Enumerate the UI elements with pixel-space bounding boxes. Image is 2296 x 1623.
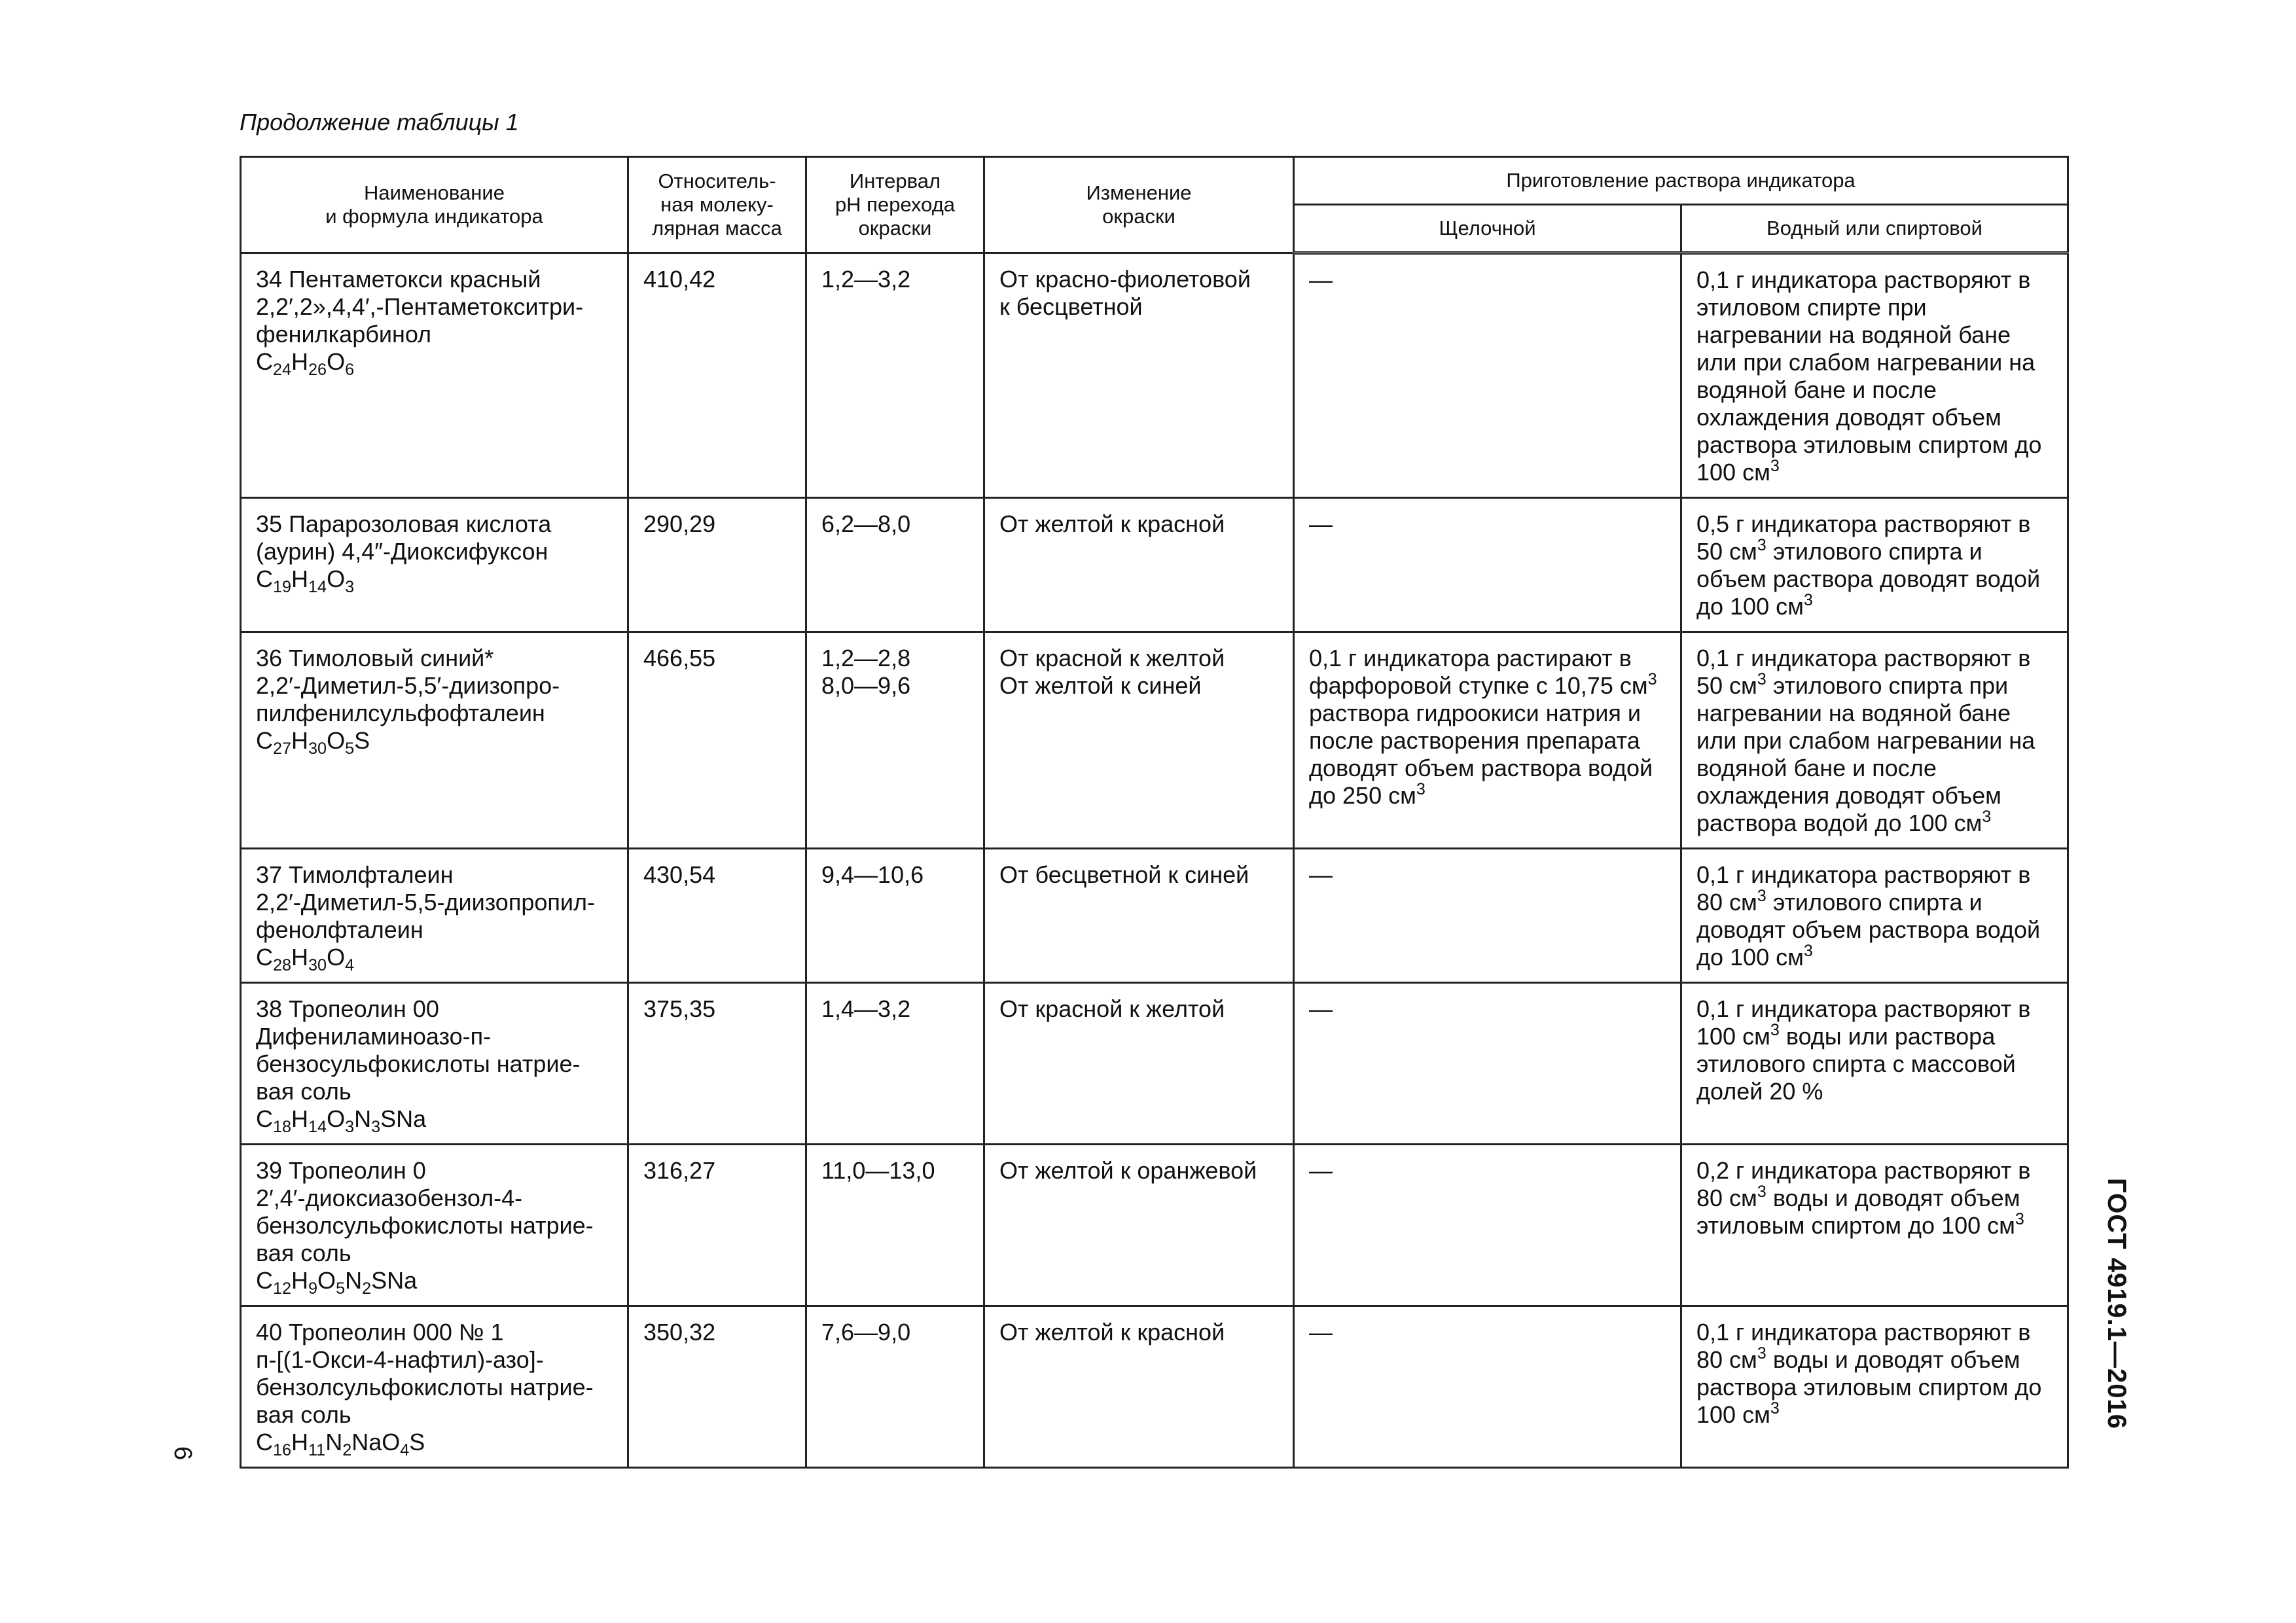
alkaline-solution-cell: 0,1 г индикатора растирают в фарфоровой ступке с 10,75 $см^3$ раствора гидроокиси натрия и после растворения препарата доводят объем раствора водой до 250 $см^3$ [1294,632,1681,849]
table-row [241,983,2068,1145]
alkaline-solution-cell: — [1294,983,1681,1145]
color-change-cell: От желтой к красной [984,1306,1294,1468]
chemical-formula: $C_{28}H_{30}O_4$ [256,944,355,974]
header-aqueous: Водный или спиртовой [1681,205,2068,253]
aqueous-solution-cell: 0,1 г индикатора растворяют в 80 $см^3$ воды и доводят объем раствора этиловым спиртом до 100 $см^3$ [1681,1306,2068,1468]
molar-mass-cell: 290,29 [628,498,806,632]
aqueous-solution-cell: 0,1 г индикатора растворяют в этиловом спирте при нагревании на водяной бане или при слабом нагревании на водяной бане и после охлаждения доводят объем раствора этиловым спиртом до 100 $см^3$ [1681,253,2068,498]
chemical-formula: $C_{16}H_{11}N_2NaO_4S$ [256,1429,425,1459]
aqueous-solution-cell: 0,1 г индикатора растворяют в 50 $см^3$ этилового спирта при нагревании на водяной бане или при слабом нагревании на водяной бане и после охлаждения доводят объем раствора водой до 100 $см^3$ [1681,632,2068,849]
aqueous-solution-cell: 0,2 г индикатора растворяют в 80 $см^3$ воды и доводят объем этиловым спиртом до 100 $см^3$ [1681,1145,2068,1306]
table-row [241,1306,2068,1468]
ph-interval-cell: 9,4—10,6 [806,849,984,983]
chemical-formula: $C_{18}H_{14}O_3N_3SNa$ [256,1105,427,1136]
ph-interval-cell: 1,2—3,2 [806,253,984,498]
molar-mass-cell: 430,54 [628,849,806,983]
table-row [241,253,2068,498]
aqueous-solution-cell: 0,1 г индикатора растворяют в 100 $см^3$ воды или раствора этилового спирта с массовой долей 20 % [1681,983,2068,1145]
aqueous-solution-cell: 0,1 г индикатора растворяют в 80 $см^3$ этилового спирта и доводят объем раствора водой до 100 $см^3$ [1681,849,2068,983]
table-row [241,1145,2068,1306]
molar-mass-cell: 466,55 [628,632,806,849]
header-ph: Интервал pH перехода окраски [806,157,984,253]
indicator-name-cell: 38 Тропеолин 00 Дифениламиноазо-п- бензосульфокислоты натрие- вая соль $C_{18}H_{14}O_3N_3SNa$ [241,983,628,1145]
color-change-cell: От красной к желтой [984,983,1294,1145]
chemical-formula: $C_{24}H_{26}O_6$ [256,348,355,379]
indicator-table [240,156,2069,1469]
table-row [241,632,2068,849]
molar-mass-cell: 410,42 [628,253,806,498]
indicator-name-cell: 37 Тимолфталеин 2,2′-Диметил-5,5-диизопропил- фенолфталеин $C_{28}H_{30}O_4$ [241,849,628,983]
chemical-formula: $C_{12}H_9O_5N_2SNa$ [256,1267,418,1298]
indicator-name-cell: 39 Тропеолин 0 2′,4′-диоксиазобензол-4- бензолсульфокислоты натрие- вая соль $C_{12}H_9O_5N_2SNa$ [241,1145,628,1306]
chemical-formula: $C_{27}H_{30}O_5S$ [256,727,370,758]
color-change-cell: От бесцветной к синей [984,849,1294,983]
alkaline-solution-cell: — [1294,253,1681,498]
table-row [241,849,2068,983]
indicator-name-cell: 34 Пентаметокси красный 2,2′,2»,4,4′,-Пентаметокситри- фенилкарбинол $C_{24}H_{26}O_6$ [241,253,628,498]
alkaline-solution-cell: — [1294,1145,1681,1306]
document-title: ГОСТ 4919.1—2016 [2102,1178,2131,1430]
molar-mass-cell: 350,32 [628,1306,806,1468]
molar-mass-cell: 316,27 [628,1145,806,1306]
color-change-cell: От красной к желтой От желтой к синей [984,632,1294,849]
alkaline-solution-cell: — [1294,1306,1681,1468]
table-caption: Продолжение таблицы 1 [240,109,519,135]
header-alkaline: Щелочной [1294,205,1681,253]
color-change-cell: От желтой к красной [984,498,1294,632]
color-change-cell: От желтой к оранжевой [984,1145,1294,1306]
ph-interval-cell: 1,2—2,8 8,0—9,6 [806,632,984,849]
ph-interval-cell: 7,6—9,0 [806,1306,984,1468]
header-mass: Относитель- ная молеку- лярная масса [628,157,806,253]
header-change: Изменение окраски [984,157,1294,253]
table-row [241,498,2068,632]
header-name: Наименование и формула индикатора [241,157,628,253]
indicator-name-cell: 40 Тропеолин 000 № 1 п-[(1-Окси-4-нафтил)-азо]- бензолсульфокислоты натрие- вая соль $C_{16}H_{11}N_2NaO_4S$ [241,1306,628,1468]
alkaline-solution-cell: — [1294,849,1681,983]
aqueous-solution-cell: 0,5 г индикатора растворяют в 50 $см^3$ этилового спирта и объем раствора доводят водой до 100 $см^3$ [1681,498,2068,632]
ph-interval-cell: 1,4—3,2 [806,983,984,1145]
indicator-name-cell: 35 Парарозоловая кислота (аурин) 4,4″-Диоксифуксон $C_{19}H_{14}O_3$ [241,498,628,632]
ph-interval-cell: 11,0—13,0 [806,1145,984,1306]
color-change-cell: От красно-фиолетовой к бесцветной [984,253,1294,498]
indicator-name-cell: 36 Тимоловый синий* 2,2′-Диметил-5,5′-диизопро- пилфенилсульфофталеин $C_{27}H_{30}O_5S$ [241,632,628,849]
page-number: 6 [169,1446,196,1461]
chemical-formula: $C_{19}H_{14}O_3$ [256,565,355,596]
alkaline-solution-cell: — [1294,498,1681,632]
ph-interval-cell: 6,2—8,0 [806,498,984,632]
molar-mass-cell: 375,35 [628,983,806,1145]
header-prep: Приготовление раствора индикатора [1294,157,2068,205]
